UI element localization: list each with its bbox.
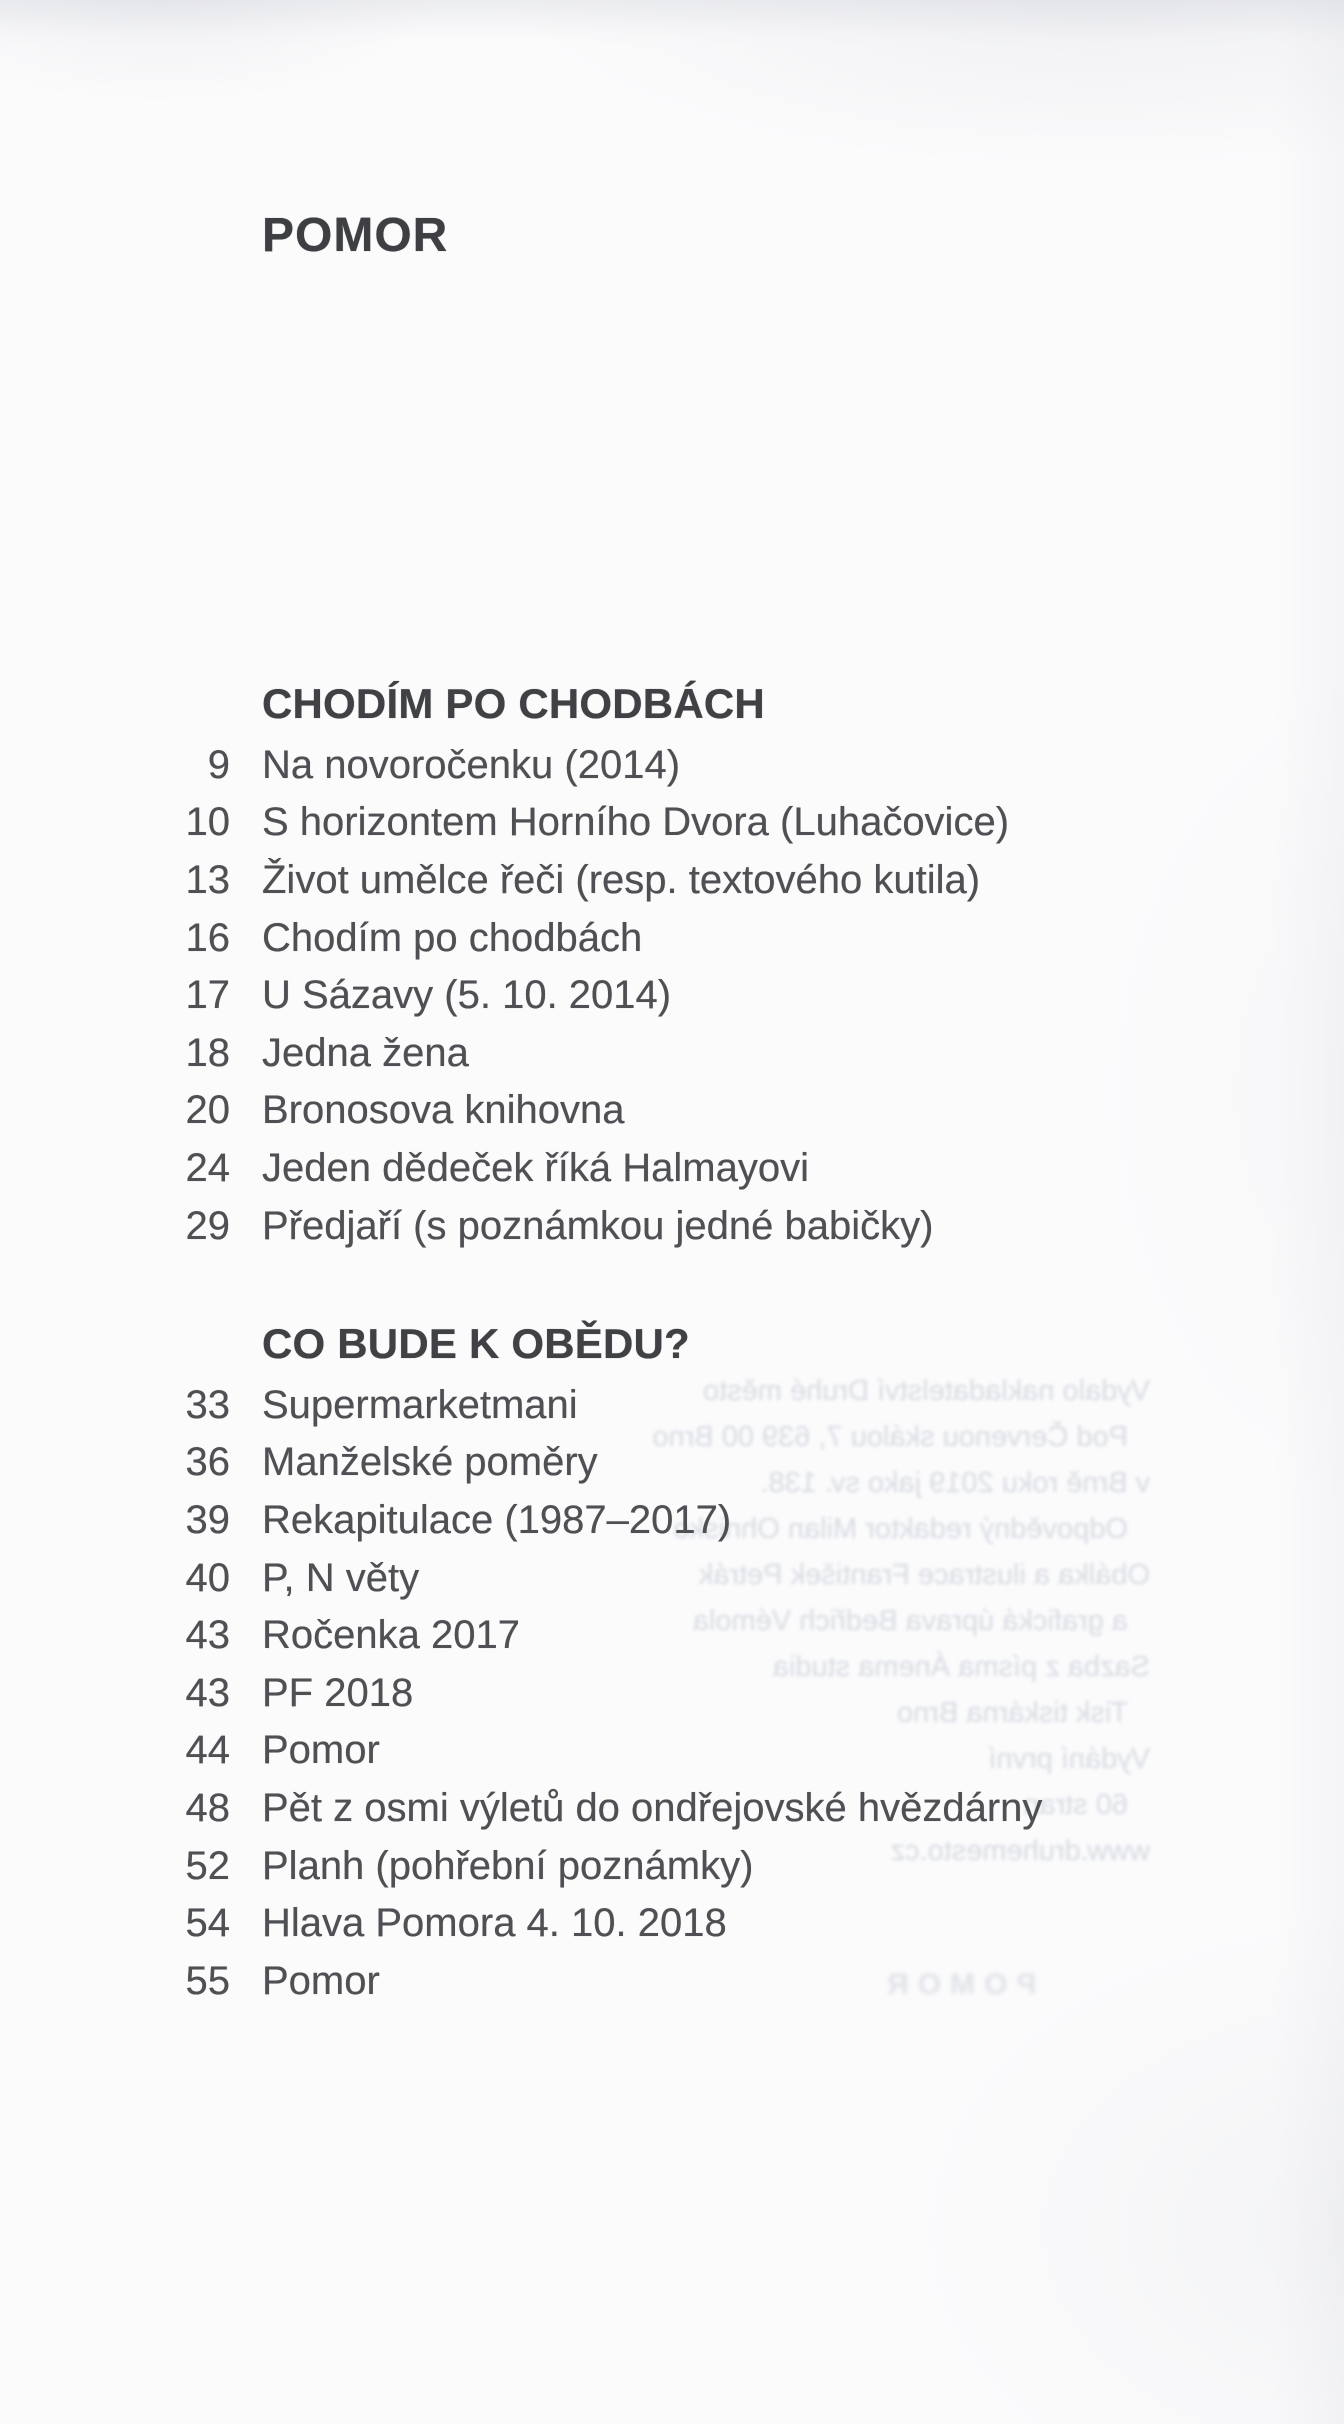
toc-entry-title: Planh (pohřební poznámky) bbox=[262, 1843, 754, 1888]
showthrough-ghost-line: www.druhemesto.cz bbox=[890, 1835, 1150, 1867]
toc-entry-title: Rekapitulace (1987–2017) bbox=[262, 1498, 732, 1543]
toc-entry-page-number: 13 bbox=[185, 858, 230, 903]
toc-entry-page-number: 16 bbox=[185, 915, 230, 960]
toc-entry-title: P, N věty bbox=[262, 1555, 420, 1600]
toc-entry-row bbox=[0, 1549, 1344, 1607]
toc-entry-title: Supermarketmani bbox=[262, 1382, 578, 1427]
showthrough-ghost-line: Vydalo nakladatelství Druhé město bbox=[702, 1375, 1150, 1407]
toc-entry-row bbox=[0, 967, 1344, 1025]
toc-entry-page-number: 48 bbox=[185, 1785, 230, 1830]
toc-entry-row bbox=[0, 1837, 1344, 1895]
toc-entry-row bbox=[0, 852, 1344, 910]
toc-entry-page-number: 9 bbox=[207, 742, 230, 787]
toc-entry-page-number: 52 bbox=[185, 1843, 230, 1888]
toc-entry-row bbox=[0, 909, 1344, 967]
toc-entry-page-number: 20 bbox=[185, 1088, 230, 1133]
showthrough-ghost-line: Sazba z písma Ánema studia bbox=[772, 1651, 1150, 1683]
toc-entry-title: U Sázavy (5. 10. 2014) bbox=[262, 973, 672, 1018]
table-of-contents bbox=[0, 675, 1344, 2010]
toc-entry-row bbox=[0, 1082, 1344, 1140]
toc-entry-title: PF 2018 bbox=[262, 1670, 414, 1715]
toc-section-heading-row bbox=[0, 1315, 1344, 1373]
toc-entry-title: Ročenka 2017 bbox=[262, 1613, 520, 1658]
showthrough-ghost-line: Odpovědný redaktor Milan Ohnisko bbox=[673, 1513, 1128, 1545]
toc-entry-title: Pomor bbox=[262, 1728, 380, 1773]
toc-entry-title: S horizontem Horního Dvora (Luhačovice) bbox=[262, 800, 1010, 845]
toc-entry-page-number: 43 bbox=[185, 1613, 230, 1658]
toc-entry-title: Předjaří (s poznámkou jedné babičky) bbox=[262, 1203, 934, 1248]
toc-entry-row bbox=[0, 1434, 1344, 1492]
scan-edge-texture-top bbox=[0, 0, 1344, 34]
toc-entry-page-number: 36 bbox=[185, 1440, 230, 1485]
toc-entry-row bbox=[0, 1895, 1344, 1953]
toc-entry-page-number: 24 bbox=[185, 1146, 230, 1191]
toc-entry-title: Manželské poměry bbox=[262, 1440, 598, 1485]
toc-entry-title: Pomor bbox=[262, 1958, 380, 2003]
toc-entry-title: Hlava Pomora 4. 10. 2018 bbox=[262, 1901, 727, 1946]
toc-entry-title: Na novoročenku (2014) bbox=[262, 742, 681, 787]
toc-entry-title: Chodím po chodbách bbox=[262, 915, 643, 960]
toc-entry-row bbox=[0, 1665, 1344, 1723]
toc-entry-page-number: 44 bbox=[185, 1728, 230, 1773]
toc-entry-row bbox=[0, 1607, 1344, 1665]
toc-entry-page-number: 29 bbox=[185, 1203, 230, 1248]
toc-section-heading: CHODÍM PO CHODBÁCH bbox=[262, 679, 765, 727]
toc-entry-row bbox=[0, 737, 1344, 795]
toc-entry-title: Jedna žena bbox=[262, 1030, 469, 1075]
toc-entry-page-number: 10 bbox=[185, 800, 230, 845]
toc-entry-title: Jeden dědeček říká Halmayovi bbox=[262, 1146, 809, 1191]
toc-section-gap bbox=[0, 1255, 1344, 1315]
toc-entry-row bbox=[0, 1197, 1344, 1255]
toc-entry-page-number: 43 bbox=[185, 1670, 230, 1715]
toc-entry-page-number: 33 bbox=[185, 1382, 230, 1427]
toc-section-heading: CO BUDE K OBĚDU? bbox=[262, 1319, 690, 1367]
running-header-book-title: POMOR bbox=[262, 209, 449, 262]
toc-entry-page-number: 40 bbox=[185, 1555, 230, 1600]
showthrough-ghost-line: Vydání první bbox=[988, 1743, 1150, 1775]
showthrough-ghost-line: Pod Červenou skálou 7, 639 00 Brno bbox=[652, 1421, 1128, 1453]
toc-entry-row bbox=[0, 794, 1344, 852]
toc-entry-row bbox=[0, 1492, 1344, 1550]
toc-entry-row bbox=[0, 1722, 1344, 1780]
toc-entry-row bbox=[0, 1140, 1344, 1198]
toc-entry-page-number: 39 bbox=[185, 1498, 230, 1543]
toc-entry-page-number: 54 bbox=[185, 1901, 230, 1946]
showthrough-ghost-line: 60 stran bbox=[1023, 1789, 1128, 1821]
showthrough-ghost-line: a grafická úprava Bedřich Vémola bbox=[692, 1605, 1128, 1637]
toc-section-heading-row bbox=[0, 675, 1344, 733]
toc-entry-row bbox=[0, 1025, 1344, 1083]
toc-entry-row bbox=[0, 1780, 1344, 1838]
toc-entry-row bbox=[0, 1952, 1344, 2010]
toc-entry-title: Bronosova knihovna bbox=[262, 1088, 625, 1133]
showthrough-ghost-running-header: POMOR bbox=[878, 1968, 1037, 2001]
toc-entry-page-number: 18 bbox=[185, 1030, 230, 1075]
showthrough-ghost-line: Obálka a ilustrace František Petrák bbox=[698, 1559, 1150, 1591]
showthrough-ghost-line: v Brně roku 2019 jako sv. 138. bbox=[760, 1467, 1150, 1499]
showthrough-ghost-line: Tisk tiskárna Brno bbox=[897, 1697, 1128, 1729]
toc-entry-title: Život umělce řeči (resp. textového kutila) bbox=[262, 858, 981, 903]
toc-entry-page-number: 55 bbox=[185, 1958, 230, 2003]
toc-entry-row bbox=[0, 1377, 1344, 1435]
toc-entry-title: Pět z osmi výletů do ondřejovské hvězdárny bbox=[262, 1785, 1043, 1830]
toc-entry-page-number: 17 bbox=[185, 973, 230, 1018]
